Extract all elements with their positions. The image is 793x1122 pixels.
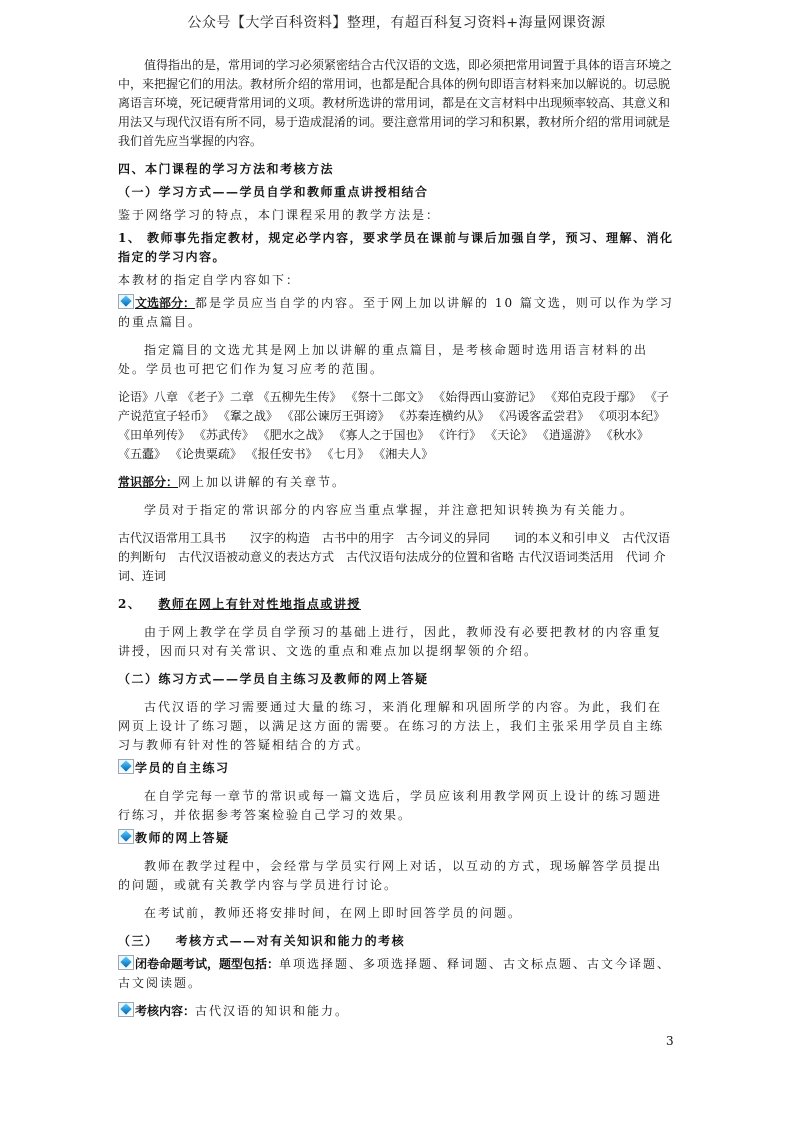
changshi-label: 常识部分：: [118, 475, 179, 489]
topics-list: 古代汉语常用工具书 汉字的构造 古书中的用字 古今词义的异同 词的本义和引申义 古代汉语的判断句 古代汉语被动意义的表达方式 古代汉语句法成分的位置和省略 古代汉语词类活用 代词 介词、连词: [118, 531, 671, 583]
teacher-qa-paragraph: 教师在教学过程中，会经常与学员实行网上对话，以互动的方式，现场解答学员提出的问题，或就有关教学内容与学员进行讨论。: [118, 859, 663, 892]
item-2-heading: [118, 595, 674, 614]
intro-paragraph: 值得指出的是，常用词的学习必须紧密结合古代汉语的文选，即必须把常用词置于具体的语言环境之中，来把握它们的用法。教材所介绍的常用词，也都是配合具体的例句即语言材料来加以解说的。切忌脱离语言环境，死记硬背常用词的义项。教材所选讲的常用词，都是在文言材料中出现频率较高、其意义和用法又与现代汉语有所不同，易于造成混淆的词。要注意常用词的学习和积累，教材所介绍的常用词就是我们首先应当掌握的内容。: [118, 58, 673, 148]
content-label: 考核内容：: [135, 1004, 196, 1018]
subsection-heading-2: （二）练习方式——学员自主练习及教师的网上答疑: [118, 672, 429, 686]
diamond-bullet-icon: [118, 829, 134, 844]
textbook-paragraph: 本教材的指定自学内容如下：: [118, 273, 301, 287]
net-study-paragraph: 鉴于网络学习的特点，本门课程采用的教学方法是：: [118, 208, 441, 222]
section-heading-4: 四、本门课程的学习方法和考核方法: [118, 162, 335, 176]
item-1-heading: 1、 教师事先指定教材，规定必学内容，要求学员在课前与课后加强自学，预习、理解、消化指定的学习内容。: [118, 231, 674, 264]
titles-list: 论语》八章 《老子》二章 《五柳先生传》 《祭十二郎文》 《始得西山宴游记》 《郑伯克段于鄢》 《子产说范宣子轻币》 《鞌之战》 《邵公谏厉王弭谤》 《苏秦连横约从》 《冯谖客孟尝君》 《项羽本纪》 《田单列传》 《苏武传》 《肥水之战》 《寡人之于国也》 《许行》 《天论》 《逍遥游》 《秋水》 《五蠹》 《论贵粟疏》 《报任安书》 《七月》 《湘夫人》: [118, 390, 669, 461]
diamond-bullet-icon: [118, 294, 134, 309]
diamond-bullet-icon: [118, 955, 134, 970]
changshi-text: 网上加以讲解的有关章节。: [178, 475, 347, 489]
self-practice-heading: [118, 759, 674, 778]
page-number: 3: [666, 1034, 674, 1048]
exam-content-paragraph: [118, 1002, 674, 1021]
subsection-heading-3: [118, 932, 674, 951]
designated-paragraph: 指定篇目的文选尤其是网上加以讲解的重点篇目，是考核命题时选用语言材料的出处。学员也可把它们作为复习应考的范围。: [118, 343, 649, 376]
wenxuan-text: 都是学员应当自学的内容。至于网上加以讲解的 10 篇文选，则可以作为学习的重点篇目。: [118, 296, 674, 329]
teacher-qa-label: 教师的网上答疑: [135, 831, 230, 845]
item-2-paragraph: 由于网上教学在学员自学预习的基础上进行，因此，教师没有必要把教材的内容重复讲授，因而只对有关常识、文选的重点和难点加以提纲挈领的介绍。: [118, 625, 663, 658]
before-exam-paragraph: 在考试前，教师还将安排时间，在网上即时回答学员的问题。: [144, 906, 523, 920]
exam-label: 闭卷命题考试，题型包括：: [135, 957, 280, 971]
item-2-text: 教师在网上有针对性地指点或讲授: [158, 597, 361, 611]
item-2-number: 2、: [118, 597, 142, 611]
diamond-bullet-icon: [118, 1002, 134, 1017]
subsection-3-number: （三）: [118, 934, 159, 948]
diamond-bullet-icon: [118, 759, 134, 774]
wenxuan-label: 文选部分：: [135, 296, 196, 310]
exam-text: 单项选择题、多项选择题、释词题、古文标点题、古文今译题、古文阅读题。: [118, 957, 672, 990]
content-text: 古代汉语的知识和能力。: [195, 1004, 350, 1018]
teacher-qa-heading: [118, 829, 674, 848]
self-practice-label: 学员的自主练习: [135, 761, 230, 775]
practice-paragraph: 古代汉语的学习需要通过大量的练习，来消化理解和巩固所学的内容。为此，我们在网页上设计了练习题，以满足这方面的需要。在练习的方法上，我们主张采用学员自主练习与教师有针对性的答疑相结合的方式。: [118, 700, 665, 752]
page-header: 公众号【大学百科资料】整理，有超百科复习资料+海量网课资源: [187, 15, 606, 31]
subsection-3-text: 考核方式——对有关知识和能力的考核: [175, 934, 406, 948]
changshi-paragraph: [118, 473, 674, 492]
self-practice-paragraph: 在自学完每一章节的常识或每一篇文选后，学员应该利用教学网页上设计的练习题进行练习，并依据参考答案检验自己学习的效果。: [118, 789, 663, 822]
exam-paragraph: [118, 955, 674, 993]
document-body: [118, 56, 674, 1021]
subsection-heading-1: （一）学习方式——学员自学和教师重点讲授相结合: [118, 185, 429, 199]
wenxuan-paragraph: [118, 294, 674, 332]
changshi-grasp-paragraph: 学员对于指定的常识部分的内容应当重点掌握，并注意把知识转换为有关能力。: [144, 503, 635, 517]
